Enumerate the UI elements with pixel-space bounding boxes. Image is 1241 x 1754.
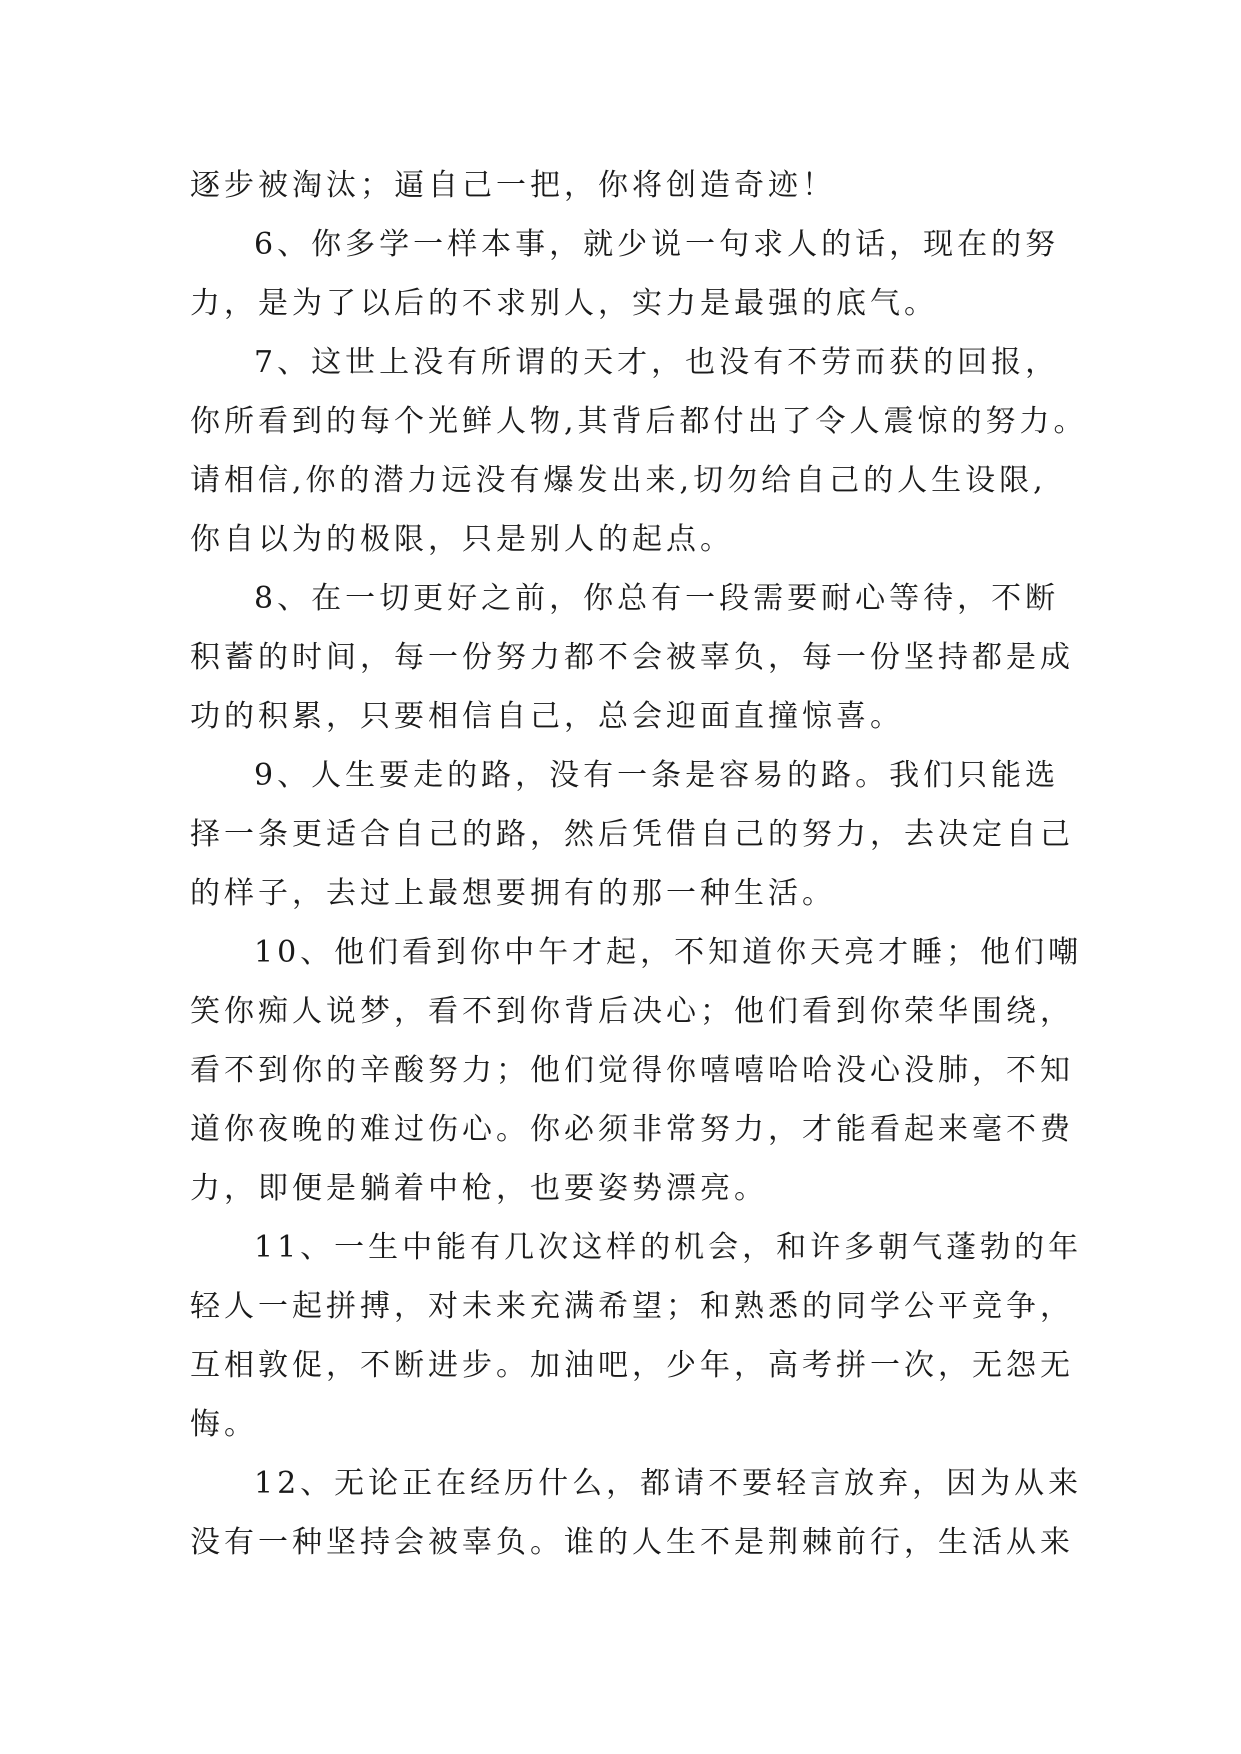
text-line: 笑你痴人说梦，看不到你背后决心；他们看到你荣华围绕， bbox=[190, 994, 1074, 1029]
text-line: 9、人生要走的路，没有一条是容易的路。我们只能选 bbox=[254, 758, 1060, 793]
text-line: 请相信,你的潜力远没有爆发出来,切勿给自己的人生设限, bbox=[190, 463, 1047, 498]
text-line: 力，是为了以后的不求别人，实力是最强的底气。 bbox=[190, 286, 938, 321]
text-line: 没有一种坚持会被辜负。谁的人生不是荆棘前行，生活从来 bbox=[190, 1525, 1074, 1560]
text-line: 看不到你的辛酸努力；他们觉得你嘻嘻哈哈没心没肺，不知 bbox=[190, 1053, 1074, 1088]
text-line: 轻人一起拼搏，对未来充满希望；和熟悉的同学公平竞争， bbox=[190, 1289, 1074, 1324]
text-line: 悔。 bbox=[190, 1407, 258, 1442]
text-line: 8、在一切更好之前，你总有一段需要耐心等待，不断 bbox=[254, 581, 1060, 616]
text-line: 互相敦促，不断进步。加油吧，少年，高考拼一次，无怨无 bbox=[190, 1348, 1074, 1383]
document-body bbox=[190, 156, 1088, 1572]
text-line: 你自以为的极限，只是别人的起点。 bbox=[190, 522, 734, 557]
text-line: 力，即便是躺着中枪，也要姿势漂亮。 bbox=[190, 1171, 768, 1206]
text-line: 功的积累，只要相信自己，总会迎面直撞惊喜。 bbox=[190, 699, 904, 734]
text-line: 11、一生中能有几次这样的机会，和许多朝气蓬勃的年 bbox=[254, 1230, 1083, 1265]
text-line: 你所看到的每个光鲜人物,其背后都付出了令人震惊的努力。 bbox=[190, 404, 1088, 439]
text-line: 逐步被淘汰；逼自己一把，你将创造奇迹！ bbox=[190, 168, 836, 203]
text-line: 12、无论正在经历什么，都请不要轻言放弃，因为从来 bbox=[254, 1466, 1083, 1501]
text-line: 择一条更适合自己的路，然后凭借自己的努力，去决定自己 bbox=[190, 817, 1074, 852]
text-line: 道你夜晚的难过伤心。你必须非常努力，才能看起来毫不费 bbox=[190, 1112, 1074, 1147]
text-line: 的样子，去过上最想要拥有的那一种生活。 bbox=[190, 876, 836, 911]
text-line: 积蓄的时间，每一份努力都不会被辜负，每一份坚持都是成 bbox=[190, 640, 1074, 675]
text-line: 7、这世上没有所谓的天才，也没有不劳而获的回报， bbox=[254, 345, 1060, 380]
text-line: 10、他们看到你中午才起，不知道你天亮才睡；他们嘲 bbox=[254, 935, 1083, 970]
text-line: 6、你多学一样本事，就少说一句求人的话，现在的努 bbox=[254, 227, 1060, 262]
